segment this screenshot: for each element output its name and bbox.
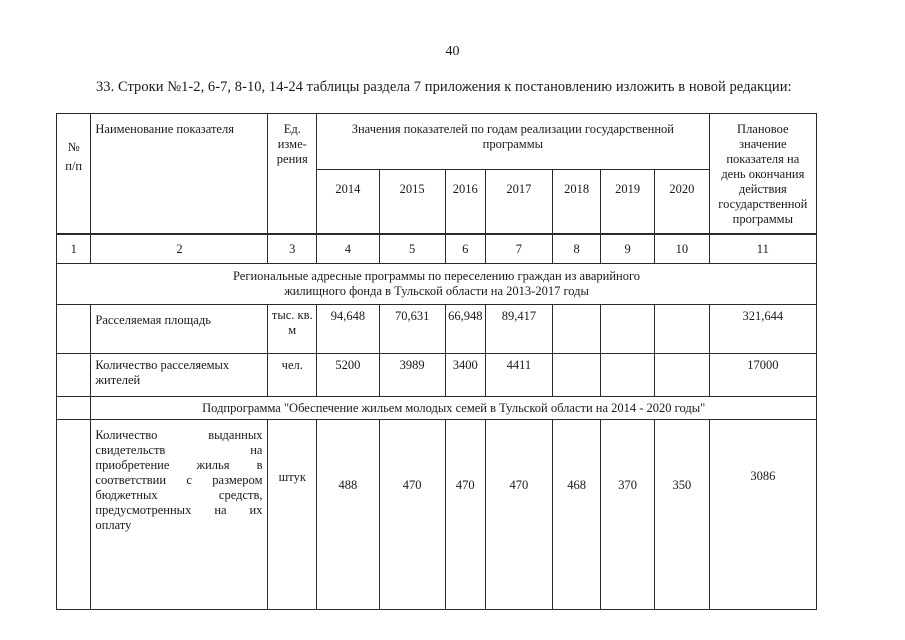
header-number-sublabel: п/п xyxy=(65,159,83,173)
year-cell: 2018 xyxy=(552,170,601,234)
index-cell: 1 xyxy=(57,234,91,264)
amendment-heading: 33. Строки №1-2, 6-7, 8-10, 14-24 таблицы раздела 7 приложения к постановлению изложить в новой редакции: xyxy=(96,79,792,95)
row-number-cell xyxy=(57,354,91,397)
row-unit-cell: тыс. кв. м xyxy=(268,305,317,354)
row-number-cell xyxy=(57,420,91,610)
header-name-cell: Наименование показателя xyxy=(91,114,268,235)
index-cell: 9 xyxy=(601,234,655,264)
section-title: Региональные адресные программы по переселению граждан из аварийного жилищного фонда в Тульской области на 2013-2017 годы xyxy=(57,264,817,305)
value-cell xyxy=(552,305,601,354)
plan-value-cell: 321,644 xyxy=(709,305,816,354)
value-cell: 3400 xyxy=(445,354,485,397)
index-cell: 6 xyxy=(445,234,485,264)
value-cell xyxy=(601,305,655,354)
value-cell: 89,417 xyxy=(486,305,553,354)
header-years-group: Значения показателей по годам реализации государственной программы xyxy=(317,114,710,170)
row-name-line: приобретение жилья в xyxy=(95,458,263,472)
value-cell: 488 xyxy=(317,420,380,610)
table-row xyxy=(57,305,817,354)
header-row xyxy=(57,114,817,170)
table-row xyxy=(57,354,817,397)
row-unit-cell: штук xyxy=(268,420,317,610)
header-plan-cell: Плановое значение показателя на день окончания действия государственной программы xyxy=(709,114,816,235)
row-name-line: бюджетных средств, xyxy=(95,488,263,502)
value-cell: 470 xyxy=(445,420,485,610)
index-cell: 11 xyxy=(709,234,816,264)
index-cell: 8 xyxy=(552,234,601,264)
section-title: Подпрограмма "Обеспечение жильем молодых семей в Тульской области на 2014 - 2020 годы" xyxy=(91,397,817,420)
page-number: 40 xyxy=(445,44,460,59)
row-name-cell: Расселяемая площадь xyxy=(91,305,268,354)
row-name-line: оплату xyxy=(95,518,132,532)
value-cell: 94,648 xyxy=(317,305,380,354)
value-cell: 370 xyxy=(601,420,655,610)
value-cell xyxy=(654,305,709,354)
value-cell: 470 xyxy=(379,420,445,610)
value-cell xyxy=(552,354,601,397)
section-row xyxy=(57,397,817,420)
row-number-cell xyxy=(57,305,91,354)
value-cell: 3989 xyxy=(379,354,445,397)
header-number-label: № xyxy=(67,140,80,154)
row-name-line: свидетельств на xyxy=(95,443,263,457)
value-cell: 468 xyxy=(552,420,601,610)
row-unit-cell: чел. xyxy=(268,354,317,397)
value-cell xyxy=(601,354,655,397)
row-name-line: соответствии с размером xyxy=(95,473,263,487)
column-index-row xyxy=(57,234,817,264)
year-cell: 2017 xyxy=(486,170,553,234)
row-name-cell xyxy=(91,420,268,610)
value-cell xyxy=(654,354,709,397)
row-name-cell: Количество расселяемых жителей xyxy=(91,354,268,397)
year-cell: 2016 xyxy=(445,170,485,234)
year-cell: 2014 xyxy=(317,170,380,234)
plan-value-cell: 3086 xyxy=(709,420,816,610)
indicators-table xyxy=(56,113,817,610)
value-cell: 5200 xyxy=(317,354,380,397)
plan-value-cell: 17000 xyxy=(709,354,816,397)
index-cell: 4 xyxy=(317,234,380,264)
section-number-cell xyxy=(57,397,91,420)
value-cell: 470 xyxy=(486,420,553,610)
row-name-line: Количество выданных xyxy=(95,428,263,442)
table-row xyxy=(57,420,817,610)
header-number-cell xyxy=(57,114,91,235)
index-cell: 2 xyxy=(91,234,268,264)
value-cell: 4411 xyxy=(486,354,553,397)
row-name-line: предусмотренных на их xyxy=(95,503,263,517)
value-cell: 66,948 xyxy=(445,305,485,354)
header-unit-cell: Ед. изме-рения xyxy=(268,114,317,235)
value-cell: 70,631 xyxy=(379,305,445,354)
year-cell: 2015 xyxy=(379,170,445,234)
index-cell: 7 xyxy=(486,234,553,264)
year-cell: 2020 xyxy=(654,170,709,234)
year-cell: 2019 xyxy=(601,170,655,234)
index-cell: 5 xyxy=(379,234,445,264)
value-cell: 350 xyxy=(654,420,709,610)
section-row xyxy=(57,264,817,305)
index-cell: 3 xyxy=(268,234,317,264)
index-cell: 10 xyxy=(654,234,709,264)
